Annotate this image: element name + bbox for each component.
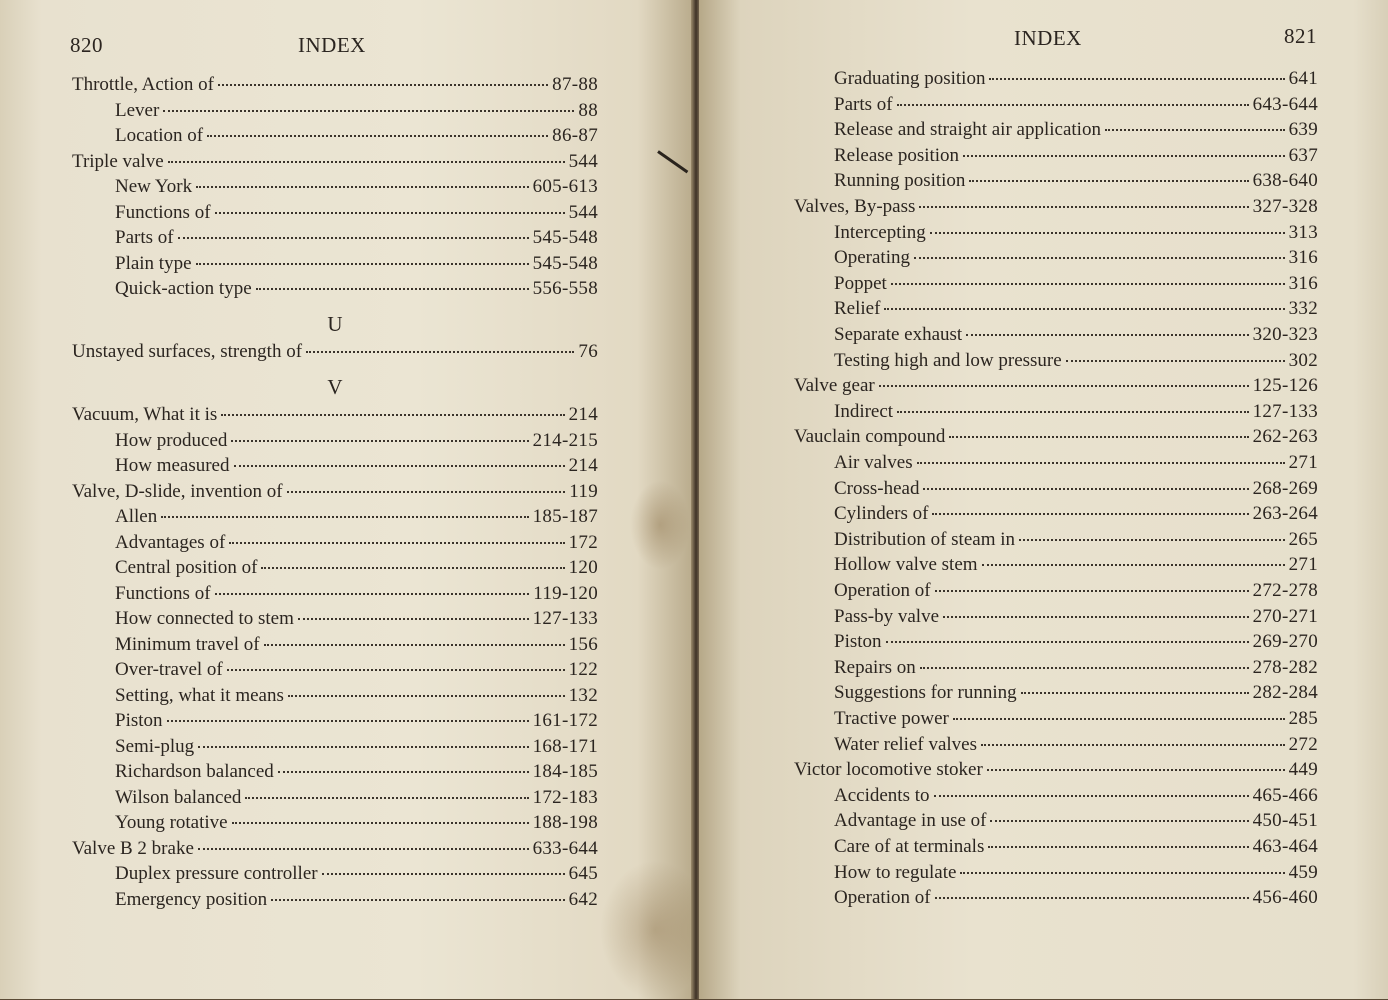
dot-leader (886, 641, 1249, 643)
entry-label: Graduating position (834, 68, 986, 89)
entry-label: Valve, D-slide, invention of (72, 480, 283, 502)
index-entry (115, 202, 598, 227)
entry-pages: 168-171 (532, 735, 598, 757)
index-entry (115, 176, 598, 201)
entry-label: Piston (115, 710, 163, 731)
index-entry (834, 580, 1318, 605)
entry-pages: 282-284 (1252, 682, 1318, 704)
index-entry (115, 812, 598, 837)
dot-leader (245, 797, 528, 799)
dot-leader (287, 491, 566, 493)
dot-leader (215, 212, 565, 214)
dot-leader (215, 593, 530, 595)
index-entry (834, 836, 1318, 861)
entry-pages: 463-464 (1252, 836, 1318, 857)
index-entry (115, 506, 598, 531)
dot-leader (981, 744, 1285, 746)
entry-pages: 265 (1288, 528, 1318, 550)
entry-label: Semi-plug (115, 735, 195, 757)
entry-pages: 87-88 (552, 74, 598, 95)
index-entry (834, 324, 1318, 349)
entry-label: Indirect (834, 400, 894, 422)
dot-leader (935, 590, 1249, 592)
entry-label: Vauclain compound (794, 426, 946, 448)
dot-leader (196, 263, 529, 265)
index-entry (834, 810, 1318, 835)
entry-label: Intercepting (834, 221, 926, 243)
dot-leader (198, 746, 528, 748)
entry-pages: 316 (1288, 272, 1318, 294)
dot-leader (178, 237, 529, 239)
entry-pages: 269-270 (1252, 631, 1318, 653)
dot-leader (234, 465, 565, 467)
entry-pages: 270-271 (1252, 605, 1318, 627)
dot-leader (1019, 539, 1285, 541)
entry-label: How produced (115, 429, 228, 451)
entry-pages: 214 (568, 455, 598, 476)
entry-pages: 459 (1288, 861, 1318, 883)
entry-pages: 119-120 (533, 582, 598, 604)
entry-pages: 188-198 (532, 812, 598, 833)
entry-label: Vacuum, What it is (72, 404, 218, 425)
entry-pages: 545-548 (532, 227, 598, 248)
dot-leader (920, 667, 1249, 669)
dot-leader (288, 695, 565, 697)
dot-leader (196, 186, 528, 188)
entry-label: Emergency position (115, 888, 268, 910)
dot-leader (218, 84, 548, 86)
entry-label: Cross-head (834, 477, 920, 499)
entry-label: Hollow valve stem (834, 554, 978, 576)
dot-leader (891, 283, 1285, 285)
entry-label: Minimum travel of (115, 633, 260, 655)
dot-leader (168, 161, 565, 163)
dot-leader (207, 135, 548, 137)
index-entry (115, 278, 598, 303)
entry-label: Release position (834, 144, 960, 166)
entry-label: Air valves (834, 452, 913, 473)
index-entry (834, 273, 1318, 298)
entry-label: Setting, what it means (115, 684, 284, 706)
entry-pages: 278-282 (1252, 656, 1318, 678)
index-entry (115, 557, 598, 582)
entry-pages: 127-133 (532, 608, 598, 629)
dot-leader (919, 206, 1248, 208)
entry-label: How to regulate (834, 861, 957, 883)
entry-label: Repairs on (834, 656, 916, 678)
entry-pages: 641 (1288, 68, 1318, 89)
entry-label: Young rotative (115, 812, 228, 833)
left-page (0, 0, 693, 999)
index-entry (115, 736, 598, 761)
dot-leader (923, 488, 1248, 490)
entry-pages: 285 (1288, 708, 1318, 729)
dot-leader (879, 385, 1249, 387)
entry-pages: 119 (569, 480, 598, 502)
index-entry (115, 710, 598, 735)
entry-pages: 456-460 (1252, 887, 1318, 909)
running-head: INDEX (298, 33, 366, 57)
index-entry (115, 532, 598, 557)
dot-leader (278, 771, 529, 773)
entry-label: Valve B 2 brake (72, 837, 194, 859)
entry-label: Victor locomotive stoker (794, 759, 983, 781)
entry-label: Cylinders of (834, 503, 929, 525)
entry-pages: 125-126 (1252, 375, 1318, 397)
dot-leader (943, 616, 1249, 618)
entry-pages: 556-558 (532, 278, 598, 299)
entry-label: Parts of (834, 93, 893, 115)
dot-leader (298, 618, 529, 620)
dot-leader (322, 873, 565, 875)
index-entry (834, 222, 1318, 247)
index-entry (115, 761, 598, 786)
dot-leader (261, 567, 564, 569)
index-entry (834, 734, 1318, 759)
entry-label: Quick-action type (115, 278, 252, 299)
dot-leader (256, 288, 529, 290)
dot-leader (232, 822, 529, 824)
entry-pages: 120 (568, 557, 598, 578)
entry-pages: 302 (1288, 349, 1318, 371)
entry-pages: 450-451 (1252, 810, 1318, 832)
entry-label: Lever (115, 99, 160, 121)
entry-pages: 544 (568, 150, 598, 172)
entry-label: Location of (115, 125, 204, 146)
index-entry (834, 682, 1318, 707)
index-entry (834, 170, 1318, 195)
index-entry (834, 862, 1318, 887)
entry-pages: 637 (1288, 144, 1318, 166)
dot-leader (932, 513, 1248, 515)
entry-pages: 272-278 (1252, 580, 1318, 601)
entry-pages: 633-644 (532, 837, 598, 859)
entry-label: Care of at terminals (834, 836, 985, 857)
index-entry (115, 253, 598, 278)
dot-leader (982, 564, 1285, 566)
dot-leader (930, 232, 1285, 234)
page-number: 820 (70, 33, 103, 57)
index-entry (115, 455, 598, 480)
entry-label: Release and straight air application (834, 119, 1101, 141)
entry-label: Piston (834, 631, 882, 653)
dot-leader (989, 78, 1284, 80)
dot-leader (897, 104, 1249, 106)
dot-leader (960, 872, 1284, 874)
entry-pages: 161-172 (532, 710, 598, 731)
entry-pages: 313 (1288, 221, 1318, 243)
index-entry (834, 631, 1318, 656)
entry-label: Poppet (834, 272, 887, 294)
index-entry (834, 145, 1318, 170)
entry-pages: 544 (568, 201, 598, 223)
dot-leader (934, 795, 1249, 797)
entry-pages: 262-263 (1252, 426, 1318, 448)
dot-leader (914, 257, 1285, 259)
index-entry (834, 708, 1318, 733)
index-entry (115, 863, 598, 888)
index-entry (115, 227, 598, 252)
entry-pages: 132 (568, 684, 598, 706)
entry-pages: 332 (1288, 298, 1318, 320)
entry-label: How connected to stem (115, 608, 294, 629)
index-entry (834, 119, 1318, 144)
dot-leader (917, 462, 1285, 464)
entry-pages: 272 (1288, 733, 1318, 755)
dot-leader (271, 899, 564, 901)
dot-leader (306, 351, 574, 353)
entry-label: Throttle, Action of (72, 74, 214, 95)
dot-leader (897, 411, 1248, 413)
index-entry (834, 503, 1318, 528)
dot-leader (990, 820, 1248, 822)
index-entry (834, 529, 1318, 554)
entry-label: Allen (115, 506, 158, 527)
entry-pages: 327-328 (1252, 196, 1318, 217)
entry-pages: 545-548 (532, 252, 598, 274)
index-entry (794, 375, 1318, 400)
entry-pages: 184-185 (532, 761, 598, 782)
entry-label: Functions of (115, 582, 211, 604)
dot-leader (167, 720, 529, 722)
dot-leader (953, 718, 1285, 720)
index-entry (72, 481, 598, 506)
index-entry (834, 478, 1318, 503)
dot-leader (264, 644, 565, 646)
index-entry (834, 657, 1318, 682)
entry-pages: 263-264 (1252, 503, 1318, 525)
index-entry (115, 583, 598, 608)
index-entry (115, 430, 598, 455)
dot-leader (935, 897, 1249, 899)
index-entry (115, 889, 598, 914)
entry-label: Tractive power (834, 708, 949, 729)
entry-pages: 449 (1288, 759, 1318, 781)
index-entry (115, 608, 598, 633)
index-entries-left (0, 0, 693, 999)
entry-label: How measured (115, 455, 230, 476)
entry-label: Advantages of (115, 531, 226, 553)
index-entry (834, 452, 1318, 477)
entry-label: Accidents to (834, 784, 930, 806)
entry-pages: 127-133 (1252, 400, 1318, 422)
dot-leader (161, 516, 528, 518)
index-entry (834, 554, 1318, 579)
index-entry (115, 659, 598, 684)
entry-label: Wilson balanced (115, 786, 242, 808)
dot-leader (231, 440, 528, 442)
index-entry (834, 606, 1318, 631)
page-number: 821 (1284, 24, 1317, 48)
entry-label: Operation of (834, 580, 931, 601)
index-entry (794, 759, 1318, 784)
dot-leader (1066, 360, 1285, 362)
entry-label: Richardson balanced (115, 761, 274, 782)
index-entry (834, 68, 1318, 93)
index-entry (72, 341, 598, 366)
index-entry (794, 426, 1318, 451)
index-entry (834, 298, 1318, 323)
index-entry (834, 94, 1318, 119)
entry-label: Over-travel of (115, 659, 223, 680)
right-page (699, 0, 1388, 999)
dot-leader (227, 669, 565, 671)
entry-pages: 268-269 (1252, 477, 1318, 499)
index-entry (834, 247, 1318, 272)
index-entry (834, 401, 1318, 426)
dot-leader (966, 334, 1248, 336)
entry-pages: 214-215 (532, 429, 598, 451)
index-entry (72, 151, 598, 176)
entry-pages: 271 (1288, 554, 1318, 576)
entry-pages: 185-187 (532, 506, 598, 527)
entry-label: Operation of (834, 887, 931, 909)
dot-leader (988, 846, 1248, 848)
entry-pages: 320-323 (1252, 324, 1318, 345)
index-entry (115, 685, 598, 710)
entry-label: New York (115, 176, 193, 197)
entry-pages: 88 (578, 99, 598, 121)
dot-leader (969, 180, 1248, 182)
entry-pages: 76 (578, 341, 598, 362)
index-entry (834, 887, 1318, 912)
entry-label: Water relief valves (834, 733, 978, 755)
entry-label: Functions of (115, 201, 211, 223)
index-entry (72, 74, 598, 99)
index-entry (794, 196, 1318, 221)
entry-label: Parts of (115, 227, 174, 248)
entry-label: Operating (834, 247, 910, 269)
entry-label: Valves, By-pass (794, 196, 916, 217)
index-entries-right (699, 0, 1388, 999)
entry-label: Central position of (115, 557, 258, 578)
entry-pages: 172-183 (532, 786, 598, 808)
entry-pages: 465-466 (1252, 784, 1318, 806)
entry-pages: 122 (568, 659, 598, 680)
dot-leader (163, 110, 574, 112)
entry-label: Triple valve (72, 150, 164, 172)
entry-label: Duplex pressure controller (115, 863, 318, 884)
entry-label: Distribution of steam in (834, 528, 1016, 550)
entry-pages: 86-87 (552, 125, 598, 146)
entry-pages: 642 (568, 888, 598, 910)
entry-pages: 316 (1288, 247, 1318, 269)
dot-leader (1021, 692, 1249, 694)
dot-leader (1105, 129, 1285, 131)
running-head: INDEX (1014, 26, 1082, 50)
dot-leader (963, 155, 1285, 157)
index-entry (834, 350, 1318, 375)
entry-label: Separate exhaust (834, 324, 963, 345)
entry-label: Suggestions for running (834, 682, 1017, 704)
entry-label: Advantage in use of (834, 810, 987, 832)
entry-label: Testing high and low pressure (834, 349, 1062, 371)
dot-leader (884, 308, 1284, 310)
entry-pages: 645 (568, 863, 598, 884)
entry-label: Valve gear (794, 375, 875, 397)
entry-label: Pass-by valve (834, 605, 940, 627)
dot-leader (229, 542, 564, 544)
entry-pages: 605-613 (532, 176, 598, 197)
entry-pages: 638-640 (1252, 170, 1318, 192)
index-entry (72, 838, 598, 863)
entry-label: Plain type (115, 252, 192, 274)
index-entry (115, 125, 598, 150)
index-entry (72, 404, 598, 429)
index-entry (834, 785, 1318, 810)
dot-leader (987, 769, 1285, 771)
index-entry (115, 634, 598, 659)
section-letter: V (327, 374, 343, 399)
entry-pages: 271 (1288, 452, 1318, 473)
index-entry (115, 100, 598, 125)
entry-label: Relief (834, 298, 881, 320)
dot-leader (221, 414, 564, 416)
entry-pages: 156 (568, 633, 598, 655)
section-letter: U (327, 311, 343, 336)
index-entry (115, 787, 598, 812)
entry-pages: 639 (1288, 119, 1318, 141)
entry-pages: 172 (568, 531, 598, 553)
entry-pages: 643-644 (1252, 93, 1318, 115)
entry-pages: 214 (568, 404, 598, 425)
dot-leader (198, 848, 529, 850)
entry-label: Unstayed surfaces, strength of (72, 341, 303, 362)
entry-label: Running position (834, 170, 966, 192)
dot-leader (949, 436, 1248, 438)
